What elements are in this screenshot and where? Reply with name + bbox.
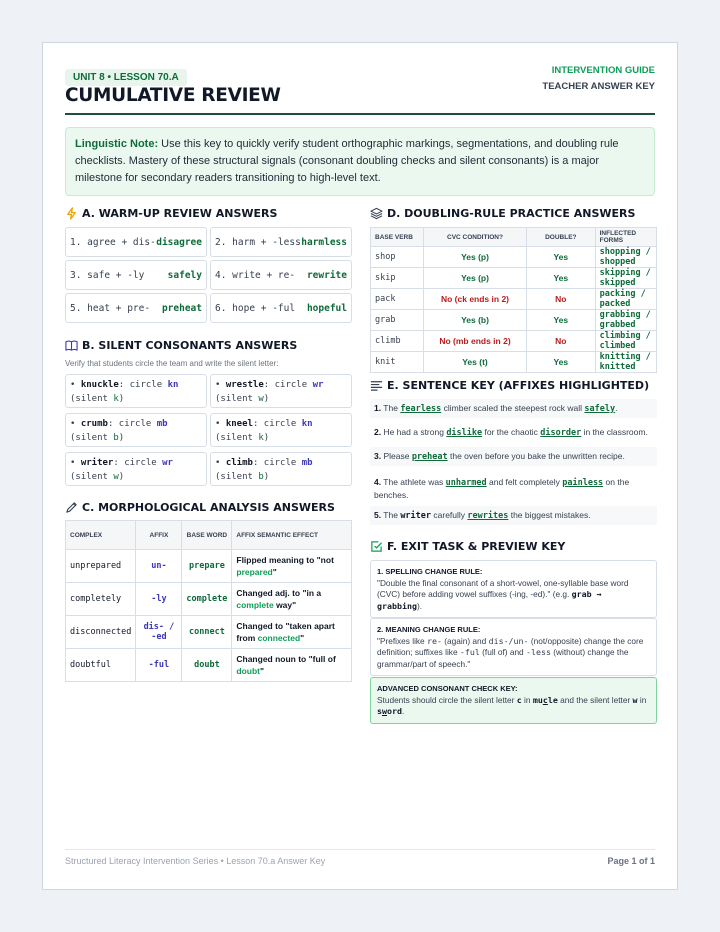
base-word: prepare — [182, 550, 232, 583]
silent-consonant-item: • crumb: circle mb (silent b) — [65, 413, 207, 447]
exit-card-spelling: 1. SPELLING CHANGE RULE: "Double the final consonant of a short-vowel, one-syllable base word (CVC) before adding vowel suffixes (-ing, -ed)." (e.g. grab → grabbing). — [370, 560, 657, 618]
warmup-answer: hopeful — [306, 302, 347, 314]
inflected-forms: climbing / climbed — [595, 331, 656, 352]
inflected-forms: grabbing / grabbed — [595, 310, 656, 331]
warmup-prompt: 2. harm + -less — [215, 236, 301, 248]
silent-consonant-item: • wrestle: circle wr (silent w) — [210, 374, 352, 408]
inflected-forms: knitting / knitted — [595, 352, 656, 373]
section-c-title: C. MORPHOLOGICAL ANALYSIS ANSWERS — [82, 501, 335, 514]
table-row — [371, 352, 657, 373]
table-row — [371, 331, 657, 352]
warmup-prompt: 6. hope + -ful — [215, 302, 296, 314]
inflected-forms: shopping / shopped — [595, 247, 656, 268]
exit-card-advanced: ADVANCED CONSONANT CHECK KEY: Students should circle the silent letter c in mucle and the silent letter w in sword. — [370, 677, 657, 724]
table-row — [66, 649, 352, 682]
silent-consonant-item: • climb: circle mb (silent b) — [210, 452, 352, 486]
pencil-icon — [65, 501, 78, 514]
double-answer: No — [527, 331, 596, 352]
warmup-item — [65, 293, 207, 323]
checkbox-icon — [370, 540, 383, 553]
section-f-title: F. EXIT TASK & PREVIEW KEY — [387, 540, 566, 553]
unit-lesson-badge: UNIT 8 • LESSON 70.A — [65, 69, 187, 86]
morphology-table — [65, 520, 352, 682]
cvc-condition: Yes (t) — [424, 352, 527, 373]
double-answer: Yes — [527, 268, 596, 289]
warmup-answer: harmless — [301, 236, 347, 248]
complex-word: disconnected — [66, 616, 136, 649]
answer-key-page — [42, 42, 678, 890]
column-header: BASE WORD — [182, 521, 232, 550]
semantic-effect: Flipped meaning to "not prepared" — [232, 550, 352, 583]
column-header: CVC CONDITION? — [424, 228, 527, 247]
cvc-condition: Yes (p) — [424, 247, 527, 268]
base-verb: skip — [371, 268, 424, 289]
warmup-prompt: 4. write + re- — [215, 269, 296, 281]
section-b-heading — [65, 339, 297, 352]
linguistic-note — [65, 127, 655, 196]
column-header: BASE VERB — [371, 228, 424, 247]
affix: un- — [136, 550, 182, 583]
page-title: CUMULATIVE REVIEW — [65, 85, 281, 106]
note-label: Linguistic Note: — [75, 138, 159, 150]
sentence-item: 2. He had a strong dislike for the chaotic disorder in the classroom. — [374, 427, 648, 438]
section-f-heading — [370, 540, 565, 553]
table-row — [66, 583, 352, 616]
affix: dis- / -ed — [136, 616, 182, 649]
section-b-title: B. SILENT CONSONANTS ANSWERS — [82, 339, 298, 352]
base-verb: grab — [371, 310, 424, 331]
warmup-prompt: 1. agree + dis- — [70, 236, 156, 248]
warmup-prompt: 3. safe + -ly — [70, 269, 145, 281]
section-d-title: D. DOUBLING-RULE PRACTICE ANSWERS — [387, 207, 636, 220]
footer-series: Structured Literacy Intervention Series • Lesson 70.a Answer Key — [65, 856, 326, 866]
column-header: AFFIX — [136, 521, 182, 550]
base-word: doubt — [182, 649, 232, 682]
double-answer: No — [527, 289, 596, 310]
cvc-condition: No (mb ends in 2) — [424, 331, 527, 352]
section-a-title: A. WARM-UP REVIEW ANSWERS — [82, 207, 278, 220]
complex-word: completely — [66, 583, 136, 616]
warmup-prompt: 5. heat + pre- — [70, 302, 151, 314]
base-verb: shop — [371, 247, 424, 268]
warmup-answer: disagree — [156, 236, 202, 248]
semantic-effect: Changed to "taken apart from connected" — [232, 616, 352, 649]
book-icon — [65, 339, 78, 352]
affix: -ly — [136, 583, 182, 616]
double-answer: Yes — [527, 352, 596, 373]
warmup-item — [210, 293, 352, 323]
section-c-heading — [65, 501, 335, 514]
sentence-item: 1. The fearless climber scaled the steepest rock wall safely. — [370, 399, 657, 418]
exit-card-heading: 2. MEANING CHANGE RULE: — [377, 625, 481, 634]
page-number: Page 1 of 1 — [607, 856, 655, 866]
header-divider — [65, 113, 655, 115]
warmup-answer: rewrite — [306, 269, 347, 281]
column-header: AFFIX SEMANTIC EFFECT — [232, 521, 352, 550]
exit-card-heading: 1. SPELLING CHANGE RULE: — [377, 567, 483, 576]
lightning-icon — [65, 207, 78, 220]
affix: -ful — [136, 649, 182, 682]
note-text: Use this key to quickly verify student orthographic markings, segmentations, and doubling rule checklists. Mastery of these structural signals (consonant doubling checks and silent consonants) is a major milestone for secondary readers transitioning to high-level text. — [75, 138, 619, 184]
table-row — [371, 247, 657, 268]
warmup-item — [65, 227, 207, 257]
silent-consonant-item: • writer: circle wr (silent w) — [65, 452, 207, 486]
cvc-condition: Yes (b) — [424, 310, 527, 331]
inflected-forms: packing / packed — [595, 289, 656, 310]
base-verb: pack — [371, 289, 424, 310]
table-row — [371, 289, 657, 310]
silent-consonant-item: • kneel: circle kn (silent k) — [210, 413, 352, 447]
base-word: complete — [182, 583, 232, 616]
semantic-effect: Changed adj. to "in a complete way" — [232, 583, 352, 616]
layers-icon — [370, 207, 383, 220]
complex-word: unprepared — [66, 550, 136, 583]
table-header-row — [371, 228, 657, 247]
warmup-item — [65, 260, 207, 290]
table-row — [371, 310, 657, 331]
table-row — [66, 550, 352, 583]
cvc-condition: No (ck ends in 2) — [424, 289, 527, 310]
table-row — [371, 268, 657, 289]
double-answer: Yes — [527, 247, 596, 268]
warmup-answer: preheat — [161, 302, 202, 314]
section-a-heading — [65, 207, 277, 220]
column-header: INFLECTED FORMS — [595, 228, 656, 247]
table-row — [66, 616, 352, 649]
warmup-item — [210, 227, 352, 257]
section-d-heading — [370, 207, 635, 220]
silent-consonant-item: • knuckle: circle kn (silent k) — [65, 374, 207, 408]
answer-key-label: TEACHER ANSWER KEY — [542, 81, 655, 92]
column-header: DOUBLE? — [527, 228, 596, 247]
exit-card-heading: ADVANCED CONSONANT CHECK KEY: — [377, 684, 518, 693]
inflected-forms: skipping / skipped — [595, 268, 656, 289]
guide-label: INTERVENTION GUIDE — [551, 65, 655, 76]
base-verb: climb — [371, 331, 424, 352]
cvc-condition: Yes (p) — [424, 268, 527, 289]
base-word: connect — [182, 616, 232, 649]
sentence-item: 3. Please preheat the oven before you bake the unwritten recipe. — [370, 447, 657, 466]
warmup-item — [210, 260, 352, 290]
section-e-title: E. SENTENCE KEY (AFFIXES HIGHLIGHTED) — [387, 379, 650, 392]
table-header-row — [66, 521, 352, 550]
sentence-item: 4. The athlete was unharmed and felt completely painless on the benches. — [374, 477, 630, 500]
section-b-instruction: Verify that students circle the team and write the silent letter: — [65, 359, 279, 368]
complex-word: doubtful — [66, 649, 136, 682]
semantic-effect: Changed noun to "full of doubt" — [232, 649, 352, 682]
double-answer: Yes — [527, 310, 596, 331]
base-verb: knit — [371, 352, 424, 373]
sentence-item: 5. The writer carefully rewrites the biggest mistakes. — [370, 506, 657, 525]
column-header: COMPLEX — [66, 521, 136, 550]
warmup-answer: safely — [167, 269, 202, 281]
text-lines-icon — [370, 379, 383, 392]
doubling-table — [370, 227, 657, 373]
section-e-heading — [370, 379, 649, 392]
footer-divider — [65, 849, 655, 850]
exit-card-meaning: 2. MEANING CHANGE RULE: "Prefixes like re- (again) and dis-/un- (not/opposite) change the core definition; suffixes like -ful (full of) and -less (without) change the grammar/part of speech." — [370, 618, 657, 676]
